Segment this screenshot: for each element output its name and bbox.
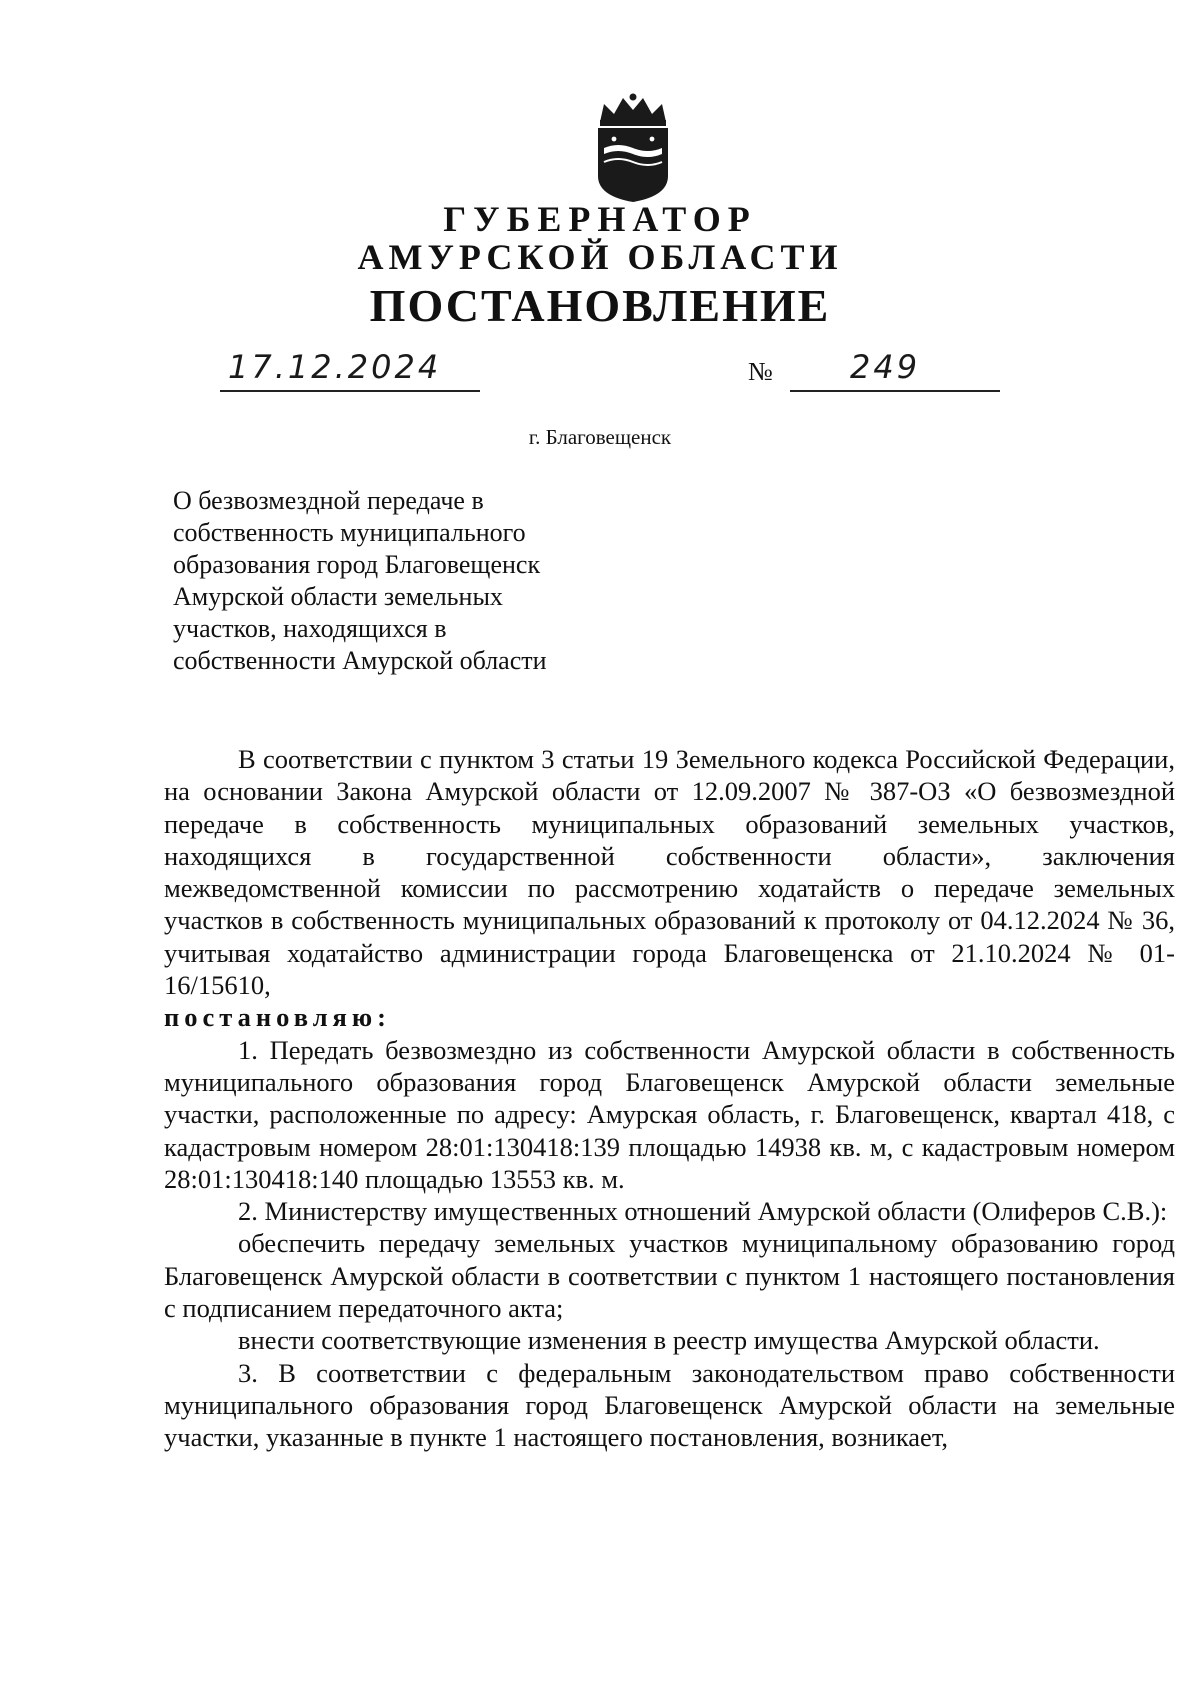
date-field — [220, 350, 480, 392]
subject-line: собственности Амурской области — [173, 646, 547, 675]
item-2-paragraph: 2. Министерству имущественных отношений Амурской области (Олиферов С.В.): — [238, 1196, 1168, 1227]
handwritten-number: 249 — [850, 348, 921, 386]
header-region: АМУРСКОЙ ОБЛАСТИ — [357, 237, 843, 277]
header-governor: ГУБЕРНАТОР — [443, 199, 757, 239]
city-name: г. Благовещенск — [528, 425, 672, 449]
handwritten-date: 17.12.2024 — [228, 348, 442, 386]
subject-line: участков, находящихся в — [173, 614, 447, 643]
document-body — [164, 743, 1175, 1454]
number-field — [790, 350, 1000, 392]
subject-line: образования город Благовещенск — [173, 550, 541, 579]
document-subject — [173, 485, 633, 677]
number-underline — [790, 390, 1000, 392]
subject-line: собственность муниципального — [173, 518, 526, 547]
subject-line: Амурской области земельных — [173, 582, 503, 611]
item-3-paragraph: 3. В соответствии с федеральным законодательством право собственности муниципального образования город Благовещенск Амурской области на земельные участки, указанные в пункте 1 настоящего постановления, возникает, — [164, 1357, 1175, 1453]
item-2b-paragraph: внести соответствующие изменения в реестр имущества Амурской области. — [238, 1325, 1100, 1356]
date-underline — [220, 390, 480, 392]
item-1-paragraph: 1. Передать безвозмездно из собственности Амурской области в собственность муниципального образования город Благовещенск Амурской области земельные участки, расположенные по адресу: Амурская область, г. Благовещенск, квартал 418, с кадастровым номером 28:01:130418:139 площадью 14938 кв. м, с кадастровым номером 28:01:130418:140 площадью 13553 кв. м. — [164, 1034, 1175, 1194]
preamble-paragraph: В соответствии с пунктом 3 статьи 19 Земельного кодекса Российской Федерации, на основании Закона Амурской области от 12.09.2007 № 387-ОЗ «О безвозмездной передаче в собственность муниципальных образований земельных участков, находящихся в государственной собственности области», заключения межведомственной комиссии по рассмотрению ходатайств о передаче земельных участков в собственность муниципальных образований к протоколу от 04.12.2024 № 36, учитывая ходатайство администрации города Благовещенска от 21.10.2024 № 01-16/15610, — [164, 744, 1175, 1001]
number-label: № — [748, 357, 773, 386]
coat-of-arms-emblem — [590, 92, 676, 204]
item-2a-paragraph: обеспечить передачу земельных участков муниципальному образованию город Благовещенск Амурской области в соответствии с пунктом 1 настоящего постановления с подписанием передаточного акта; — [164, 1228, 1175, 1324]
resolve-word: постановляю: — [164, 1002, 391, 1033]
subject-line: О безвозмездной передаче в — [173, 486, 484, 515]
document-type-title: ПОСТАНОВЛЕНИЕ — [369, 280, 831, 331]
